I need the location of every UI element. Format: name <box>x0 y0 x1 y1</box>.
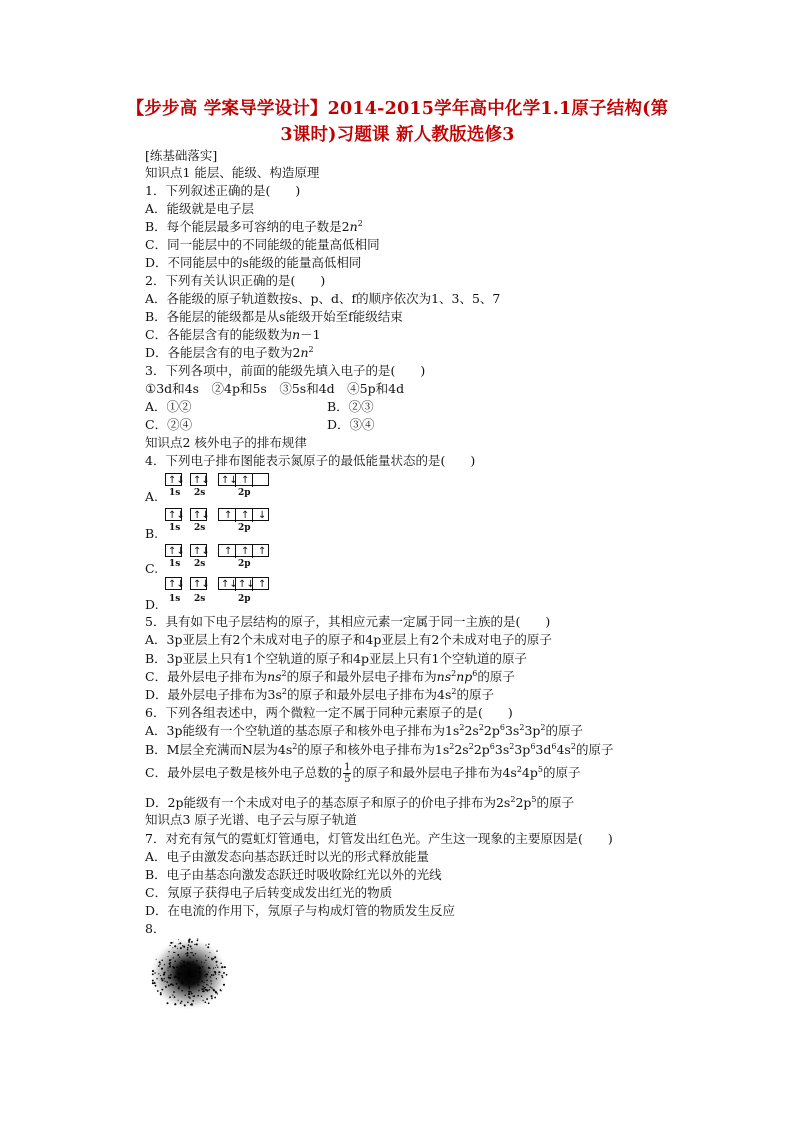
cloud-dot <box>174 961 176 963</box>
cloud-dot <box>165 986 167 988</box>
q4-option-d: D. <box>145 597 159 612</box>
cloud-dot <box>193 995 195 997</box>
cloud-dot <box>189 975 191 977</box>
cloud-dot <box>206 984 208 986</box>
cloud-dot <box>178 986 179 987</box>
orbital-box-2s: ↑↓ <box>190 508 207 521</box>
cloud-dot <box>208 944 209 945</box>
cloud-dot <box>167 956 168 957</box>
q7-option-a: A．电子由激发态向基态跃迁时以光的形式释放能量 <box>145 849 430 864</box>
cloud-dot <box>161 978 163 980</box>
cloud-dot <box>191 948 192 949</box>
cloud-dot <box>189 962 190 963</box>
cloud-dot <box>190 1004 192 1006</box>
cloud-dot <box>208 985 209 986</box>
cloud-dot <box>166 981 168 983</box>
cloud-dot <box>215 973 217 975</box>
cloud-dot <box>197 978 198 979</box>
cloud-dot <box>191 941 193 943</box>
cloud-dot <box>173 952 174 953</box>
cloud-dot <box>204 975 205 976</box>
cloud-dot <box>188 944 190 946</box>
cloud-dot <box>186 954 188 956</box>
q6-option-c: C．最外层电子数是核外电子总数的 $\frac{1}{5}$ 的原子和最外层电子排布为$4s^24p^5$的原子 <box>145 762 581 785</box>
cloud-dot <box>211 974 213 976</box>
cloud-dot <box>193 976 195 978</box>
cloud-dot <box>174 977 176 979</box>
cloud-dot <box>207 946 209 948</box>
cloud-dot <box>196 943 198 945</box>
cloud-dot <box>198 990 200 992</box>
cloud-dot <box>161 959 163 961</box>
cloud-dot <box>220 962 222 964</box>
cloud-dot <box>172 984 174 986</box>
cloud-dot <box>168 951 169 952</box>
label-2p: 2p <box>238 559 251 569</box>
cloud-dot <box>189 957 190 958</box>
q4-option-c: C. <box>145 561 159 576</box>
cloud-dot <box>187 947 189 949</box>
question-6: 6．下列各组表述中，两个微粒一定不属于同种元素原子的是( ) <box>145 705 513 720</box>
q7-option-b: B．电子由基态向激发态跃迁时吸收除红光以外的光线 <box>145 867 442 882</box>
cloud-dot <box>197 995 199 997</box>
cloud-dot <box>155 985 157 987</box>
cloud-dot <box>212 959 213 960</box>
cloud-dot <box>188 973 190 975</box>
question-4: 4．下列电子排布图能表示氮原子的最低能量状态的是( ) <box>145 453 476 468</box>
cloud-dot <box>159 961 161 963</box>
cloud-dot <box>187 962 189 964</box>
fraction-one-fifth: $\frac{1}{5}$ <box>344 762 351 785</box>
cloud-dot <box>197 938 198 939</box>
cloud-dot <box>152 980 154 982</box>
cloud-dot <box>163 978 164 979</box>
q5-option-c: C．最外层电子排布为$ns^2$的原子和最外层电子排布为$ns^2np^6$的原子 <box>145 668 515 684</box>
electron-cloud-image <box>148 936 230 1012</box>
cloud-dot <box>169 963 171 965</box>
cloud-dot <box>204 971 205 972</box>
cloud-dot <box>198 982 199 983</box>
cloud-dot <box>201 988 203 990</box>
cloud-dot <box>197 940 199 942</box>
cloud-dot <box>201 981 203 983</box>
cloud-dot <box>188 991 190 993</box>
cloud-dot <box>206 998 208 1000</box>
question-1: 1．下列叙述正确的是( ) <box>145 183 301 198</box>
cloud-dot <box>193 961 194 962</box>
cloud-dot <box>168 975 169 976</box>
cloud-dot <box>169 945 170 946</box>
cloud-dot <box>190 946 192 948</box>
question-8: 8． <box>145 921 166 936</box>
cloud-dot <box>214 956 216 958</box>
cloud-dot <box>160 993 162 995</box>
cloud-dot <box>193 955 195 957</box>
cloud-dot <box>213 974 215 976</box>
cloud-dot <box>192 1000 194 1002</box>
cloud-dot <box>170 959 171 960</box>
question-7: 7．对充有氖气的霓虹灯管通电，灯管发出红色光。产生这一现象的主要原因是( ) <box>145 831 613 846</box>
cloud-dot <box>216 950 217 951</box>
cloud-dot <box>182 945 183 946</box>
label-2s: 2s <box>194 594 206 604</box>
cloud-dot <box>164 972 166 974</box>
cloud-dot <box>210 986 211 987</box>
q3-option-a: A．①② <box>145 399 192 414</box>
cloud-dot <box>187 1002 188 1003</box>
cloud-dot <box>152 973 154 975</box>
cloud-dot <box>174 1003 176 1005</box>
cloud-dot <box>224 967 225 968</box>
cloud-dot <box>168 967 169 968</box>
cloud-dot <box>178 1000 179 1001</box>
section-heading: [练基础落实] <box>145 148 218 163</box>
cloud-dot <box>190 991 191 992</box>
cloud-dot <box>187 949 189 951</box>
cloud-dot <box>180 947 182 949</box>
cloud-dot <box>226 974 228 976</box>
cloud-dot <box>202 986 204 988</box>
cloud-dot <box>204 987 206 989</box>
cloud-dot <box>177 954 179 956</box>
cloud-dot <box>197 984 198 985</box>
cloud-dot <box>161 979 163 981</box>
cloud-dot <box>178 987 180 989</box>
question-2: 2．下列有关认识正确的是( ) <box>145 273 326 288</box>
cloud-dot <box>159 963 160 964</box>
cloud-dot <box>199 985 200 986</box>
cloud-dot <box>195 953 196 954</box>
cloud-dot <box>201 996 203 998</box>
cloud-dot <box>179 957 180 958</box>
cloud-dot <box>217 993 218 994</box>
q3-option-c: C．②④ <box>145 417 193 432</box>
cloud-dot <box>214 971 216 973</box>
cloud-dot <box>178 939 179 940</box>
cloud-dot <box>208 957 209 958</box>
cloud-dot <box>199 967 201 969</box>
q6-option-b: B．M层全充满而N层为$4s^2$的原子和核外电子排布为$1s^22s^22p^63s^23p^63d^64s^2$的原子 <box>145 741 614 757</box>
cloud-dot <box>208 967 210 969</box>
cloud-dot <box>194 970 196 972</box>
q3-option-b: B．②③ <box>327 399 374 414</box>
cloud-dot <box>167 1002 169 1004</box>
label-2s: 2s <box>194 523 206 533</box>
cloud-dot <box>180 1002 182 1004</box>
q1-option-d: D．不同能层中的s能级的能量高低相同 <box>145 255 362 270</box>
cloud-dot <box>170 965 171 966</box>
cloud-dot <box>152 982 154 984</box>
cloud-dot <box>214 997 216 999</box>
q2-option-d: D．各能层含有的电子数为$2n^2$ <box>145 344 314 360</box>
cloud-dot <box>173 957 174 958</box>
cloud-dot <box>176 983 178 985</box>
cloud-dot <box>181 990 183 992</box>
orbital-box-1s: ↑↓ <box>165 577 182 590</box>
cloud-dot <box>161 989 163 991</box>
cloud-dot <box>189 964 190 965</box>
cloud-dot <box>180 962 181 963</box>
cloud-dot <box>183 946 185 948</box>
cloud-dot <box>179 974 180 975</box>
q7-option-d: D．在电流的作用下，氖原子与构成灯管的物质发生反应 <box>145 903 456 918</box>
orbital-box-2p: ↑↓ ↑↓ ↑ <box>218 577 269 590</box>
knowledge-point-2: 知识点2 核外电子的排布规律 <box>145 435 307 450</box>
cloud-dot <box>206 976 207 977</box>
cloud-dot <box>185 995 186 996</box>
cloud-dot <box>174 945 176 947</box>
cloud-dot <box>172 994 173 995</box>
cloud-dot <box>174 996 176 998</box>
cloud-dot <box>160 992 162 994</box>
cloud-dot <box>188 993 190 995</box>
question-5: 5．具有如下电子层结构的原子，其相应元素一定属于同一主族的是( ) <box>145 614 551 629</box>
cloud-dot <box>181 981 183 983</box>
cloud-dot <box>183 961 185 963</box>
question-3: 3．下列各项中，前面的能级先填入电子的是( ) <box>145 363 426 378</box>
cloud-dot <box>213 967 214 968</box>
label-1s: 1s <box>169 523 181 533</box>
label-2p: 2p <box>238 594 251 604</box>
orbital-box-1s: ↑↓ <box>165 473 182 486</box>
q6-option-d: D．2p能级有一个未成对电子的基态原子和原子的价电子排布为$2s^22p^5$的原子 <box>145 794 575 810</box>
cloud-dot <box>178 977 180 979</box>
cloud-dot <box>209 989 211 991</box>
cloud-dot <box>219 972 220 973</box>
cloud-dot <box>161 968 163 970</box>
cloud-dot <box>203 982 204 983</box>
cloud-dot <box>194 944 195 945</box>
cloud-dot <box>206 973 208 975</box>
cloud-dot <box>196 960 197 961</box>
cloud-dot <box>205 989 207 991</box>
cloud-dot <box>181 983 183 985</box>
q2-option-b: B．各能层的能级都是从s能级开始至f能级结束 <box>145 309 403 324</box>
cloud-dot <box>154 972 156 974</box>
cloud-dot <box>191 952 192 953</box>
cloud-dot <box>164 981 165 982</box>
cloud-dot <box>157 990 159 992</box>
cloud-dot <box>202 1000 203 1001</box>
cloud-dot <box>190 952 191 953</box>
cloud-dot <box>179 942 181 944</box>
cloud-dot <box>167 970 168 971</box>
title-line-2: 3课时)习题课 新人教版选修3 <box>280 125 515 145</box>
cloud-dot <box>184 1004 186 1006</box>
orbital-box-1s: ↑↓ <box>165 508 182 521</box>
cloud-dot <box>188 996 190 998</box>
cloud-dot <box>208 972 209 973</box>
cloud-dot <box>201 961 202 962</box>
cloud-dot <box>217 967 218 968</box>
q1-option-c: C．同一能层中的不同能级的能量高低相同 <box>145 237 380 252</box>
cloud-dot <box>172 942 173 943</box>
cloud-dot <box>176 966 178 968</box>
cloud-dot <box>163 974 165 976</box>
orbital-box-2s: ↑↓ <box>190 544 207 557</box>
orbital-box-1s: ↑↓ <box>165 544 182 557</box>
cloud-dot <box>202 966 203 967</box>
cloud-dot <box>211 997 213 999</box>
cloud-dot <box>216 978 217 979</box>
cloud-dot <box>181 1001 183 1003</box>
cloud-dot <box>189 986 190 987</box>
cloud-dot <box>193 982 194 983</box>
q3-items: ①3d和4s ②4p和5s ③5s和4d ④5p和4d <box>145 381 405 396</box>
cloud-dot <box>192 996 193 997</box>
q4-option-b: B. <box>145 526 159 541</box>
cloud-dot <box>206 980 208 982</box>
orbital-box-2p: ↑ ↑ ↑ <box>218 544 269 557</box>
cloud-dot <box>170 974 172 976</box>
knowledge-point-3: 知识点3 原子光谱、电子云与原子轨道 <box>145 812 357 827</box>
cloud-dot <box>180 966 181 967</box>
cloud-dot <box>173 967 175 969</box>
cloud-dot <box>208 1002 210 1004</box>
orbital-box-2s: ↑↓ <box>190 577 207 590</box>
q1-option-b: B．每个能层最多可容纳的电子数是$2n^2$ <box>145 218 363 234</box>
label-1s: 1s <box>169 559 181 569</box>
cloud-dot <box>177 948 178 949</box>
cloud-dot <box>210 976 211 977</box>
cloud-dot <box>221 966 223 968</box>
q2-option-c: C．各能层含有的能级数为n－1 <box>145 327 321 342</box>
cloud-dot <box>191 976 193 978</box>
cloud-dot <box>186 952 188 954</box>
cloud-dot <box>199 971 201 973</box>
cloud-dot <box>168 977 170 979</box>
cloud-dot <box>223 984 225 986</box>
q5-option-a: A．3p亚层上有2个未成对电子的原子和4p亚层上有2个未成对电子的原子 <box>145 632 552 647</box>
cloud-dot <box>222 977 223 978</box>
cloud-dot <box>220 990 221 991</box>
title-line-1 <box>110 96 685 122</box>
cloud-dot <box>152 970 154 972</box>
document-title <box>110 96 685 148</box>
orbital-box-2p: ↑↓ ↑ <box>218 473 269 486</box>
cloud-dot <box>211 995 213 997</box>
title-rest: 2014-2015学年高中化学1.1原子结构(第 <box>327 99 669 119</box>
orbital-box-2p: ↑ ↑ ↓ <box>218 508 269 521</box>
cloud-dot <box>188 968 189 969</box>
cloud-dot <box>164 964 165 965</box>
cloud-dot <box>209 952 210 953</box>
cloud-dot <box>168 985 170 987</box>
cloud-dot <box>211 983 212 984</box>
cloud-dot <box>221 975 223 977</box>
q5-option-b: B．3p亚层上只有1个空轨道的原子和4p亚层上只有1个空轨道的原子 <box>145 651 528 666</box>
cloud-dot <box>185 979 186 980</box>
cloud-dot <box>218 974 219 975</box>
cloud-dot <box>202 991 203 992</box>
q4-option-a: A. <box>145 489 159 504</box>
cloud-dot <box>215 961 217 963</box>
cloud-dot <box>190 973 191 974</box>
cloud-dot <box>215 992 217 994</box>
cloud-dot <box>205 960 206 961</box>
q5-option-d: D．最外层电子排布为$3s^2$的原子和最外层电子排布为$4s^2$的原子 <box>145 686 494 702</box>
label-2s: 2s <box>194 559 206 569</box>
orbital-box-2s: ↑↓ <box>190 473 207 486</box>
cloud-dot <box>156 959 157 960</box>
title-prefix: 【步步高 学案导学设计】 <box>126 99 328 119</box>
q6-option-a: A．3p能级有一个空轨道的基态原子和核外电子排布为$1s^22s^22p^63s^23p^2$的原子 <box>145 722 584 738</box>
cloud-dot <box>193 973 194 974</box>
q3-option-d: D．③④ <box>327 417 375 432</box>
cloud-dot <box>223 972 225 974</box>
q2-option-a: A．各能级的原子轨道数按s、p、d、f的顺序依次为1、3、5、7 <box>145 291 501 306</box>
label-2p: 2p <box>238 488 251 498</box>
cloud-dot <box>158 973 159 974</box>
cloud-dot <box>204 962 205 963</box>
knowledge-point-1: 知识点1 能层、能级、构造原理 <box>145 165 320 180</box>
cloud-dot <box>170 942 172 944</box>
cloud-dot <box>191 993 192 994</box>
cloud-dot <box>154 982 155 983</box>
cloud-dot <box>189 981 190 982</box>
cloud-dot <box>204 1001 206 1003</box>
cloud-dot <box>156 978 157 979</box>
cloud-dot <box>178 943 179 944</box>
cloud-dot <box>188 987 190 989</box>
cloud-dot <box>205 944 206 945</box>
cloud-dot <box>210 980 212 982</box>
cloud-dot <box>160 975 161 976</box>
label-1s: 1s <box>169 488 181 498</box>
cloud-dot <box>178 972 180 974</box>
cloud-dot <box>213 958 214 959</box>
cloud-dot <box>174 952 175 953</box>
cloud-dot <box>158 965 160 967</box>
cloud-dot <box>192 1004 193 1005</box>
cloud-dot <box>181 960 182 961</box>
q7-option-c: C．氖原子获得电子后转变成发出红光的物质 <box>145 885 393 900</box>
cloud-dot <box>169 996 171 998</box>
cloud-dot <box>185 953 186 954</box>
cloud-dot <box>170 984 172 986</box>
cloud-dot <box>205 955 206 956</box>
label-1s: 1s <box>169 594 181 604</box>
cloud-dot <box>184 965 186 967</box>
cloud-dot <box>173 991 175 993</box>
cloud-dot <box>211 987 212 988</box>
label-2s: 2s <box>194 488 206 498</box>
q1-option-a: A．能级就是电子层 <box>145 201 255 216</box>
cloud-dot <box>216 965 217 966</box>
cloud-dot <box>215 967 216 968</box>
cloud-dot <box>172 947 173 948</box>
cloud-dot <box>211 958 213 960</box>
cloud-dot <box>188 939 190 941</box>
label-2p: 2p <box>238 523 251 533</box>
cloud-dot <box>213 989 215 991</box>
